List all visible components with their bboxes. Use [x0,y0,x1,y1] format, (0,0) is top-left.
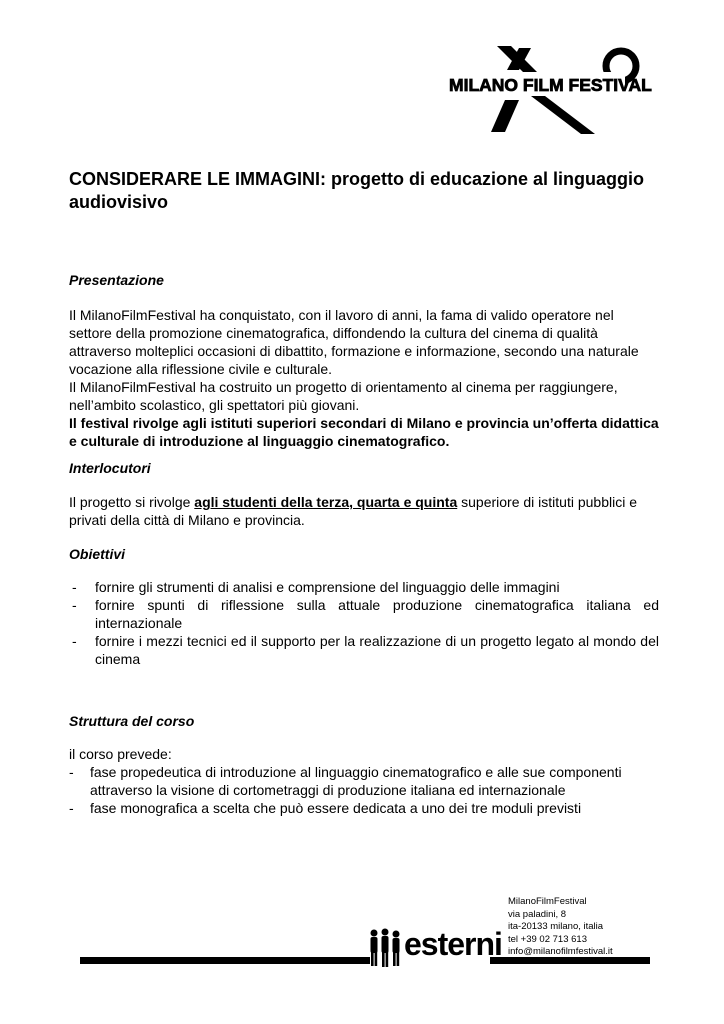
address-line: MilanoFilmFestival [508,896,587,907]
struttura-intro: il corso prevede: [69,746,172,762]
footer-rule-right [490,957,650,964]
milano-film-festival-logo [445,40,652,140]
list-marker: - [72,579,77,595]
list-marker: - [72,633,77,649]
interlocutori-emphasis: agli studenti della terza, quarta e quinta [194,494,458,510]
people-figures-icon [368,928,402,968]
list-item: - fornire spunti di riflessione sulla attuale produzione cinematografica italiana ed internazionale [72,597,659,631]
list-item: - fornire i mezzi tecnici ed il supporto per la realizzazione di un progetto legato al mondo del cinema [72,633,659,667]
presentazione-text [69,306,659,450]
address-line: ita-20133 milano, italia [508,921,604,932]
list-marker: - [72,597,77,613]
address-line: via paladini, 8 [508,908,567,920]
section-heading-obiettivi: Obiettivi [69,546,126,562]
presentazione-paragraph-1: Il MilanoFilmFestival ha conquistato, con il lavoro di anni, la fama di valido operatore nel settore della promozione cinematografica, diffondendo la cultura del cinema di qualità attraverso molteplici occasioni di dibattito, formazione e informazione, secondo una naturale vocazione alla riflessione civile e culturale. [69,307,639,377]
section-heading-interlocutori: Interlocutori [69,460,151,476]
list-marker: - [69,800,74,816]
logo-wordmark: MILANO FILM FESTIVAL [449,75,652,95]
footer-rule-left [80,957,370,964]
interlocutori-text [69,493,659,529]
interlocutori-text-end: superiore di istituti pubblici e privati della città di Milano e provincia. [69,494,637,528]
presentazione-paragraph-2: Il MilanoFilmFestival ha costruito un progetto di orientamento al cinema per raggiungere, nell’ambito scolastico, gli spettatori più giovani. [69,379,618,413]
list-item: - fornire gli strumenti di analisi e comprensione del linguaggio delle immagini [72,579,560,595]
interlocutori-text-start: Il progetto si rivolge [69,494,195,510]
section-heading-presentazione: Presentazione [69,272,164,288]
list-item: - fase propedeutica di introduzione al linguaggio cinematografico e alle sue componenti attraverso la visione di cortometraggi di produzione italiana ed internazionale [69,764,622,798]
esterni-logo: esterni [404,926,502,962]
struttura-list [69,763,669,817]
list-item: - fase monografica a scelta che può essere dedicata a uno dei tre moduli previsti [69,800,582,816]
address-line: tel +39 02 713 613 [508,933,587,945]
presentazione-paragraph-3: Il festival rivolge agli istituti superiori secondari di Milano e provincia un’offerta didattica e culturale di introduzione al linguaggio cinematografico. [69,415,659,449]
footer-address [508,896,638,957]
list-marker: - [69,764,74,780]
address-line: info@milanofilmfestival.it [508,946,613,957]
obiettivi-list [69,578,659,668]
section-heading-struttura: Struttura del corso [69,713,195,729]
document-title: CONSIDERARE LE IMMAGINI: progetto di educazione al linguaggio audiovisivo [69,169,645,212]
